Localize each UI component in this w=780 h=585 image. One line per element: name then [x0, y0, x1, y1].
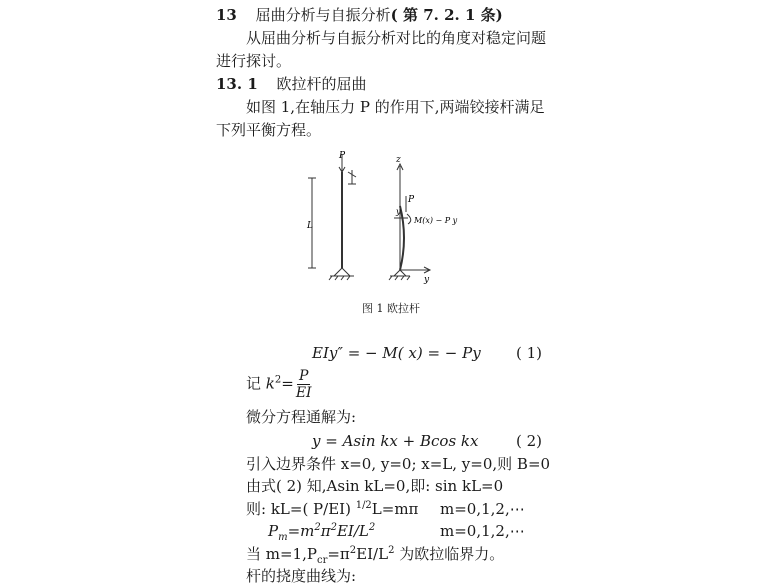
intro-line-1: 从屈曲分析与自振分析对比的角度对稳定问题	[246, 29, 547, 47]
subsection-number: 13. 1	[216, 75, 258, 93]
equation-2: y = Asin kx + Bcos kx	[312, 432, 479, 450]
critical-e2: 2	[388, 545, 395, 556]
equation-2-number: ( 2)	[516, 432, 543, 450]
equation-1-number: ( 1)	[516, 344, 543, 362]
k-prefix: 记	[246, 374, 266, 393]
kl-m-range: m=0,1,2,⋯	[440, 500, 525, 518]
subsection-heading	[216, 75, 367, 93]
label-z: z	[396, 155, 401, 165]
label-length: L	[307, 221, 313, 231]
critical-post: 为欧拉临界力。	[394, 545, 505, 563]
k-definition	[246, 368, 312, 401]
k-numerator: P	[298, 368, 309, 384]
k-denominator: EI	[295, 385, 312, 401]
kl-exponent: 1/2	[355, 500, 372, 511]
pm-e2: 2	[330, 522, 337, 533]
label-p-left: P	[339, 151, 346, 161]
critical-e1: 2	[349, 545, 357, 556]
para-line-1: 如图 1,在轴压力 P 的作用下,两端铰接杆满足	[246, 98, 545, 116]
general-solution-label: 微分方程通解为:	[246, 408, 357, 426]
deduction-line: 由式( 2) 知,Asin kL=0,即: sin kL=0	[246, 477, 504, 495]
label-moment: M(x) − P y	[414, 216, 458, 225]
para-line-2: 下列平衡方程。	[216, 121, 322, 139]
euler-column-figure	[290, 150, 470, 290]
top-roller-support	[348, 170, 356, 184]
deflected-column	[400, 206, 404, 270]
bottom-pin-support-left	[329, 268, 354, 280]
section-number: 13	[216, 6, 237, 24]
pm-p: P	[268, 522, 279, 540]
pm-ei: EI/L	[336, 522, 369, 540]
critical-pre: 当 m=1,P	[246, 545, 317, 563]
kl-tail: L=mπ	[371, 500, 419, 518]
k-equals: =	[281, 374, 294, 393]
equation-1: EIy″ = − M( x) = − Py	[312, 344, 481, 362]
label-p-right: P	[408, 195, 415, 205]
k-exponent: 2	[274, 374, 282, 386]
section-ref: ( 第 7. 2. 1 条)	[390, 6, 503, 24]
label-y-deflection: y	[396, 207, 401, 216]
kl-lead: 则: kL=( P/EI)	[246, 500, 356, 518]
figure-caption: 图 1 欧拉杆	[362, 302, 420, 315]
critical-eil: EI/L	[356, 545, 389, 563]
boundary-conditions: 引入边界条件 x=0, y=0; x=L, y=0,则 B=0	[246, 455, 551, 473]
critical-sub: cr	[316, 555, 328, 566]
pm-pi: π	[320, 522, 331, 540]
k-fraction	[296, 368, 312, 401]
pm-equation	[268, 522, 376, 543]
pm-eq: =m	[287, 522, 315, 540]
pm-e3: 2	[368, 522, 376, 533]
deflection-curve-label: 杆的挠度曲线为:	[246, 567, 357, 585]
pm-sub: m	[278, 532, 288, 543]
pm-e1: 2	[314, 522, 321, 533]
pm-m-range: m=0,1,2,⋯	[440, 522, 525, 540]
critical-load-line	[246, 545, 505, 566]
moment-arc	[407, 214, 411, 224]
subsection-title: 欧拉杆的屈曲	[276, 75, 367, 93]
section-heading	[216, 6, 503, 24]
intro-line-2: 进行探讨。	[216, 52, 292, 70]
label-y-axis: y	[424, 275, 430, 285]
critical-mid: =π	[327, 545, 350, 563]
kl-relation	[246, 500, 418, 518]
k-symbol: k	[265, 374, 275, 393]
section-title: 屈曲分析与自振分析	[255, 6, 391, 24]
bottom-pin-support-right	[389, 270, 410, 280]
